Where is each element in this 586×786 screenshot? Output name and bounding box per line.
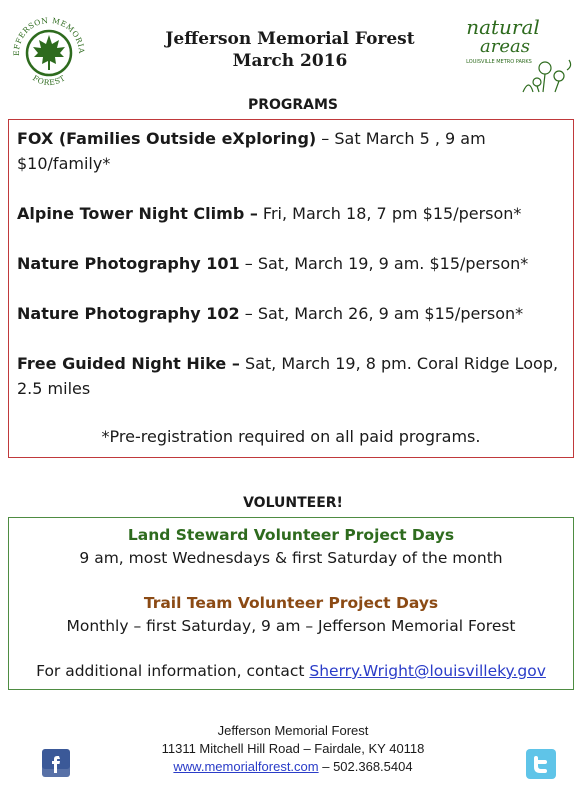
twitter-icon[interactable] xyxy=(526,749,556,779)
program-name: FOX (Families Outside eXploring) xyxy=(17,129,317,148)
program-details: Sat, March 19, 8 pm. Coral Ridge Loop, 2.5 miles xyxy=(17,354,559,398)
page-header xyxy=(100,28,480,72)
footer xyxy=(80,722,506,776)
footer-phone: – 502.368.5404 xyxy=(318,759,413,774)
website-link[interactable]: www.memorialforest.com xyxy=(173,759,319,774)
volunteer-box xyxy=(8,517,574,690)
program-item xyxy=(17,301,565,326)
contact-email-link[interactable]: Sherry.Wright@louisvilleky.gov xyxy=(309,662,546,680)
footer-address: 11311 Mitchell Hill Road – Fairdale, KY 40118 xyxy=(161,741,425,756)
program-item xyxy=(17,126,565,176)
footer-contact xyxy=(80,758,506,776)
land-steward-details: 9 am, most Wednesdays & first Saturday of the month xyxy=(79,549,503,567)
program-item xyxy=(17,251,565,276)
program-details: – Sat, March 26, 9 am $15/person* xyxy=(239,304,524,323)
program-item xyxy=(17,351,565,401)
program-name: Free Guided Night Hike – xyxy=(17,354,240,373)
page-subtitle: March 2016 xyxy=(232,51,348,71)
jefferson-forest-logo xyxy=(6,10,92,96)
program-details: – Sat March 5 , 9 am $10/family* xyxy=(17,129,486,173)
program-name: Nature Photography 102 xyxy=(17,304,240,323)
trail-team-details: Monthly – first Saturday, 9 am – Jefferson Memorial Forest xyxy=(66,617,516,635)
program-item xyxy=(17,201,565,226)
volunteer-heading: VOLUNTEER! xyxy=(243,495,343,511)
contact-prefix: For additional information, contact xyxy=(36,662,310,680)
contact-line xyxy=(15,660,567,683)
land-steward-title: Land Steward Volunteer Project Days xyxy=(127,526,455,544)
footer-name: Jefferson Memorial Forest xyxy=(217,723,369,738)
svg-text:areas: areas xyxy=(480,36,530,57)
facebook-icon[interactable] xyxy=(42,749,70,777)
svg-text:LOUISVILLE METRO PARKS: LOUISVILLE METRO PARKS xyxy=(466,59,532,65)
trail-team-title: Trail Team Volunteer Project Days xyxy=(143,594,439,612)
program-details: Fri, March 18, 7 pm $15/person* xyxy=(257,204,522,223)
svg-text:JEFFERSON MEMORIAL: EFFERSON MEMORIA xyxy=(11,15,87,56)
svg-text:FOREST: FOREST xyxy=(30,73,68,88)
programs-box xyxy=(8,119,574,458)
program-name: Alpine Tower Night Climb – xyxy=(17,204,258,223)
page-title: Jefferson Memorial Forest xyxy=(165,29,415,49)
maple-leaf-icon xyxy=(6,10,92,96)
program-name: Nature Photography 101 xyxy=(17,254,240,273)
svg-text:natural: natural xyxy=(466,15,540,39)
program-details: – Sat, March 19, 9 am. $15/person* xyxy=(239,254,529,273)
programs-heading: PROGRAMS xyxy=(247,97,339,113)
preregistration-note: *Pre-registration required on all paid programs. xyxy=(101,427,481,446)
